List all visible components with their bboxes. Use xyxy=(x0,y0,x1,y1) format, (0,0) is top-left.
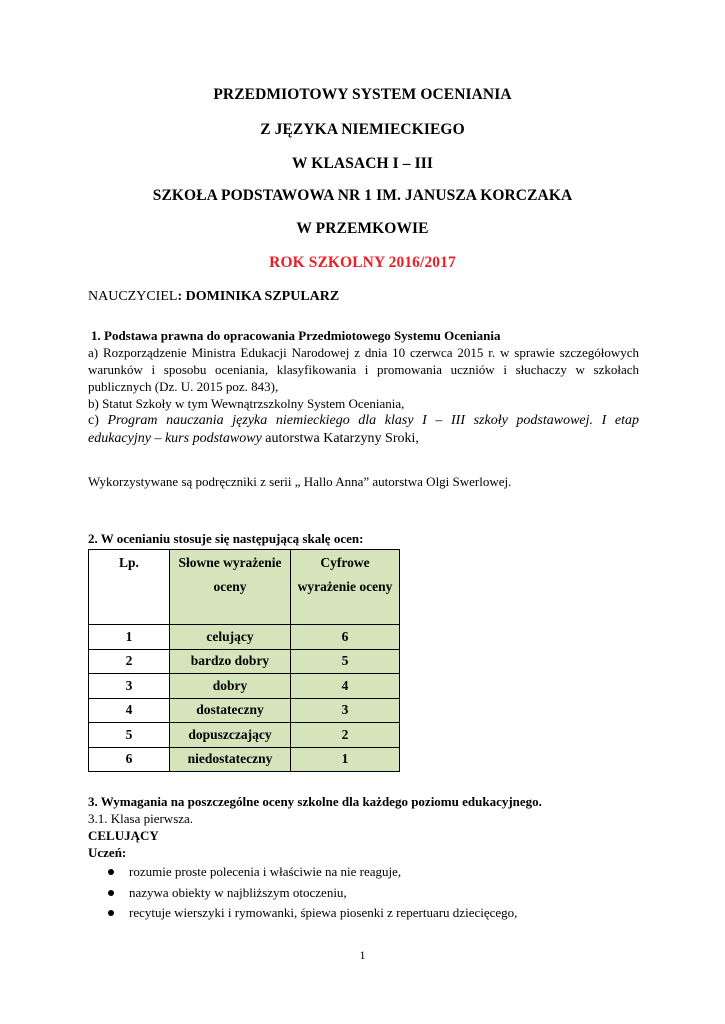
section3-heading: 3. Wymagania na poszczególne oceny szkolne dla każdego poziomu edukacyjnego. xyxy=(88,794,542,809)
teacher-name: : DOMINIKA SZPULARZ xyxy=(177,289,340,304)
bullet-icon xyxy=(108,869,114,875)
cell-verbal: niedostateczny xyxy=(170,747,291,772)
title-line-4: SZKOŁA PODSTAWOWA NR 1 IM. JANUSZA KORCZAKA xyxy=(152,187,573,204)
item-c-title: Program nauczania języka niemieckiego dla klasy I – III szkoły podstawowej. I etap edukacyjny – kurs podstawowy xyxy=(88,413,639,446)
table-row xyxy=(89,747,400,772)
cell-lp: 5 xyxy=(89,723,170,748)
list-item-text: nazywa obiekty w najbliższym otoczeniu, xyxy=(129,884,347,900)
title-line-2: Z JĘZYKA NIEMIECKIEGO xyxy=(260,121,465,138)
cell-numeric: 4 xyxy=(291,674,400,699)
table-row xyxy=(89,649,400,674)
cell-numeric: 3 xyxy=(291,698,400,723)
section1-item-c xyxy=(88,412,639,448)
section-legal-basis xyxy=(88,327,639,448)
grading-scale-table xyxy=(88,549,400,772)
cell-verbal: celujący xyxy=(170,625,291,650)
cell-lp: 1 xyxy=(89,625,170,650)
table-header-row xyxy=(89,550,400,625)
cell-numeric: 1 xyxy=(291,747,400,772)
requirements-list xyxy=(107,862,517,924)
teacher-line xyxy=(88,289,339,305)
cell-lp: 3 xyxy=(89,674,170,699)
table-row xyxy=(89,674,400,699)
cell-numeric: 5 xyxy=(291,649,400,674)
school-year: ROK SZKOLNY 2016/2017 xyxy=(269,254,456,271)
cell-lp: 6 xyxy=(89,747,170,772)
list-item xyxy=(107,883,517,904)
col-header-numeric: Cyfrowe wyrażenie oceny xyxy=(291,550,400,625)
title-line-1: PRZEDMIOTOWY SYSTEM OCENIANIA xyxy=(213,86,512,103)
table-row xyxy=(89,723,400,748)
col-header-verbal: Słowne wyrażenie oceny xyxy=(170,550,291,625)
teacher-label: NAUCZYCIEL xyxy=(88,289,178,304)
list-item-text: rozumie proste polecenia i właściwie na nie reaguje, xyxy=(129,864,402,879)
cell-verbal: dostateczny xyxy=(170,698,291,723)
textbooks-note: Wykorzystywane są podręczniki z serii „ Hallo Anna” autorstwa Olgi Swerlowej. xyxy=(88,474,512,489)
cell-lp: 4 xyxy=(89,698,170,723)
title-line-3: W KLASACH I – III xyxy=(292,155,433,172)
bullet-icon xyxy=(108,910,114,916)
bullet-icon xyxy=(108,890,114,896)
cell-verbal: dobry xyxy=(170,674,291,699)
section2-heading: 2. W ocenianiu stosuje się następującą skalę ocen: xyxy=(88,531,364,546)
item-c-author: autorstwa Katarzyny Sroki, xyxy=(261,431,419,446)
section1-item-b: b) Statut Szkoły w tym Wewnątrzszkolny System Oceniania, xyxy=(88,396,405,411)
cell-verbal: bardzo dobry xyxy=(170,649,291,674)
section3-subheading: 3.1. Klasa pierwsza. xyxy=(88,811,194,826)
grade-label: CELUJĄCY xyxy=(88,828,159,843)
section1-heading: 1. Podstawa prawna do opracowania Przedmiotowego Systemu Oceniania xyxy=(91,328,501,343)
section-requirements xyxy=(88,793,542,861)
student-label: Uczeń: xyxy=(88,845,127,860)
title-line-5: W PRZEMKOWIE xyxy=(296,220,429,237)
table-row xyxy=(89,625,400,650)
list-item xyxy=(107,862,517,883)
list-item-text: recytuje wierszyki i rymowanki, śpiewa piosenki z repertuaru dziecięcego, xyxy=(129,905,518,920)
list-item xyxy=(107,903,517,924)
cell-verbal: dopuszczający xyxy=(170,723,291,748)
cell-numeric: 2 xyxy=(291,723,400,748)
table-row xyxy=(89,698,400,723)
page-number: 1 xyxy=(359,948,366,962)
cell-numeric: 6 xyxy=(291,625,400,650)
section1-item-a: a) Rozporządzenie Ministra Edukacji Narodowej z dnia 10 czerwca 2015 r. w sprawie szczegółowych warunków i sposobu oceniania, klasyfikowania i promowania uczniów i słuchaczy w szkołach publicznych (Dz. U. 2015 poz. 843), xyxy=(88,345,639,394)
cell-lp: 2 xyxy=(89,649,170,674)
item-c-prefix: c) xyxy=(88,413,108,428)
col-header-lp: Lp. xyxy=(89,550,170,625)
